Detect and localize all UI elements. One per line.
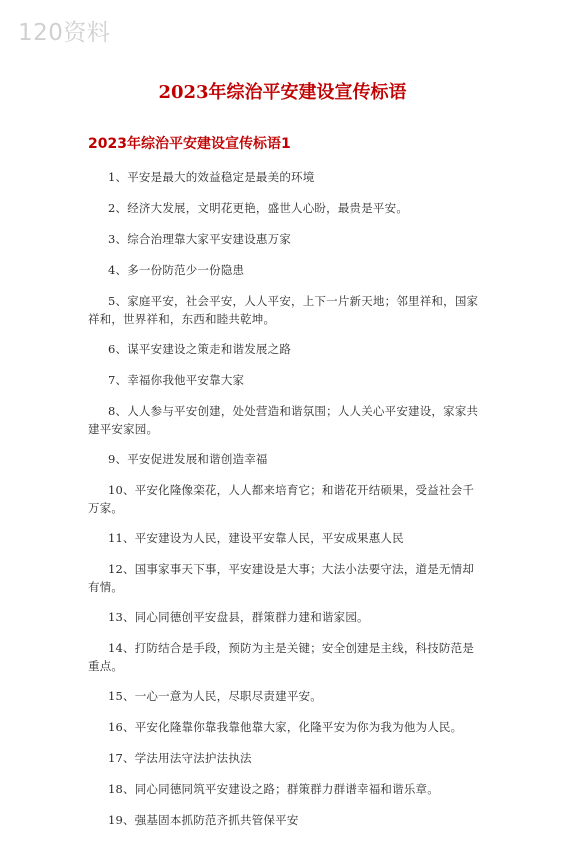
slogan-list: [88, 168, 480, 842]
slogan-item-18: 18、同心同德同筑平安建设之路；群策群力群谱幸福和谐乐章。: [108, 782, 439, 796]
slogan-item-15: 15、一心一意为人民，尽职尽责建平安。: [108, 689, 322, 703]
slogan-item-13: 13、同心同德创平安盘县，群策群力建和谐家园。: [108, 610, 369, 624]
slogan-item-9: 9、平安促进发展和谐创造幸福: [108, 452, 268, 466]
slogan-item-7: 7、幸福你我他平安靠大家: [108, 373, 245, 387]
section-heading: 2023年综治平安建设宣传标语1: [88, 136, 291, 152]
slogan-item-2: 2、经济大发展，文明花更艳，盛世人心盼，最贵是平安。: [108, 201, 409, 215]
slogan-item-16: 16、平安化隆靠你靠我靠他靠大家，化隆平安为你为我为他为人民。: [108, 720, 463, 734]
watermark-logo: 120资料: [18, 20, 111, 46]
slogan-item-11: 11、平安建设为人民，建设平安靠人民，平安成果惠人民: [108, 531, 404, 545]
slogan-item-8: 8、人人参与平安创建，处处营造和谐氛围；人人关心平安建设，家家共建平安家园。: [88, 404, 479, 436]
slogan-item-14: 14、打防结合是手段，预防为主是关键；安全创建是主线，科技防范是重点。: [88, 641, 475, 673]
slogan-item-1: 1、平安是最大的效益稳定是最美的环境: [108, 170, 315, 184]
slogan-item-12: 12、国事家事天下事，平安建设是大事；大法小法要守法，道是无情却有情。: [88, 562, 475, 594]
slogan-item-10: 10、平安化隆像栾花，人人都来培育它；和谐花开结硕果，受益社会千万家。: [88, 483, 475, 515]
slogan-item-5: 5、家庭平安，社会平安，人人平安，上下一片新天地；邻里祥和，国家祥和，世界祥和，东西和睦共乾坤。: [88, 294, 479, 326]
slogan-item-3: 3、综合治理靠大家平安建设惠万家: [108, 232, 292, 246]
document-title: 2023年综治平安建设宣传标语: [158, 82, 407, 103]
slogan-item-17: 17、学法用法守法护法执法: [108, 751, 252, 765]
slogan-item-19: 19、强基固本抓防范齐抓共管保平安: [108, 813, 299, 827]
slogan-item-4: 4、多一份防范少一份隐患: [108, 263, 245, 277]
slogan-item-6: 6、谋平安建设之策走和谐发展之路: [108, 342, 292, 356]
